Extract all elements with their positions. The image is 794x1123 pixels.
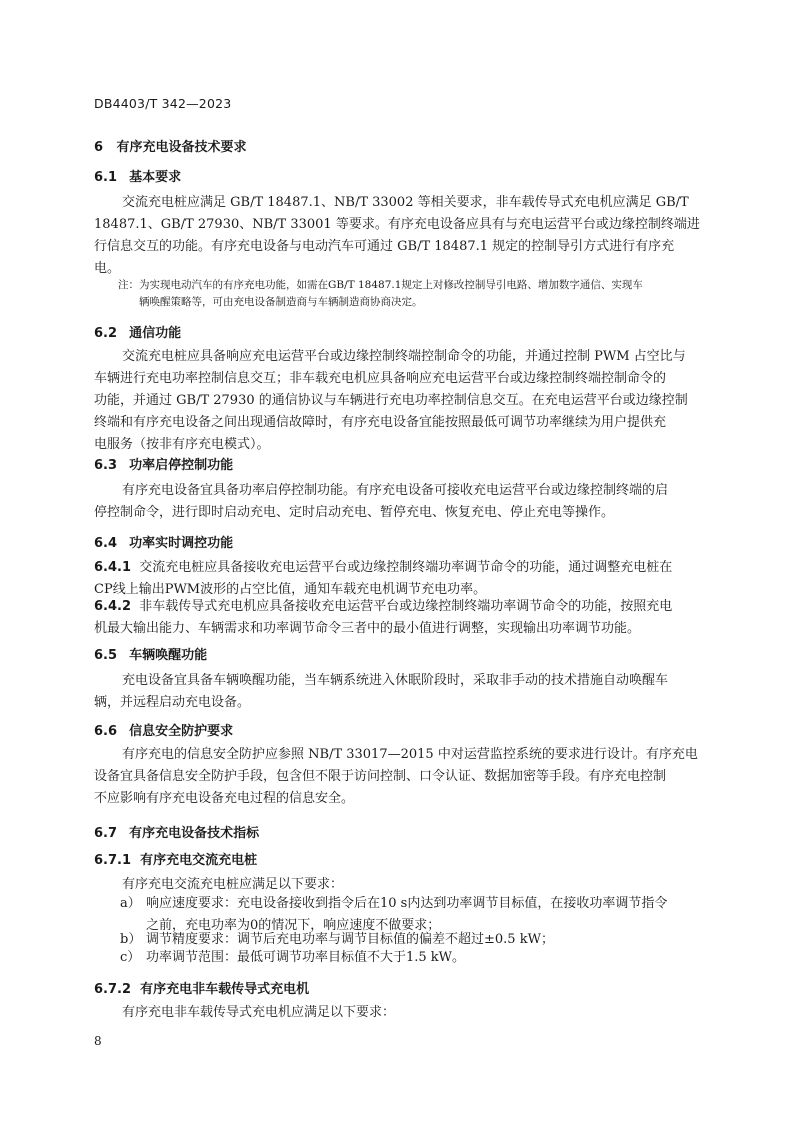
list-text: 之前，充电功率为0的情况下，响应速度不做要求；: [146, 918, 441, 933]
section-number: 6.2: [94, 326, 118, 341]
paragraph-line: 有序充电设备宜具备功率启停控制功能。有序充电设备可接收充电运营平台或边缘控制终端的启: [122, 483, 669, 498]
paragraph-line: 行信息交互的功能。有序充电设备与电动汽车可通过 GB/T 18487.1 规定的控制导引方式进行有序充: [94, 239, 675, 254]
paragraph-line: 停控制命令，进行即时启动充电、定时启动充电、暂停充电、恢复充电、停止充电等操作。: [94, 505, 615, 520]
section-6-3-heading: [94, 454, 233, 473]
section-6-heading: [94, 136, 247, 155]
section-6-2-paragraph: [94, 346, 718, 456]
paragraph-line: 车辆进行充电功率控制信息交互；非车载充电机应具备响应充电运营平台或边缘控制终端控制命令的: [94, 371, 667, 386]
section-6-1-heading: [94, 166, 181, 185]
section-6-5-paragraph: [94, 670, 718, 714]
section-title: 车辆唤醒功能: [129, 648, 208, 663]
paragraph-line: 不应影响有序充电设备充电过程的信息安全。: [94, 791, 355, 806]
list-text: 响应速度要求：充电设备接收到指令后在10 s内达到功率调节目标值，在接收功率调节指令: [146, 896, 668, 911]
list-item-c: [120, 947, 465, 969]
section-6-7-heading: [94, 822, 259, 841]
paragraph-line: 18487.1、GB/T 27930、NB/T 33001 等要求。有序充电设备应具有与充电运营平台或边缘控制终端进: [94, 217, 700, 232]
paragraph-line: 功能，并通过 GB/T 27930 的通信协议与车辆进行充电功率控制信息交互。在充电运营平台或边缘控制: [94, 393, 688, 408]
page-number: 8: [94, 1034, 102, 1048]
list-marker: a）: [120, 896, 141, 911]
section-title: 有序充电交流充电桩: [140, 853, 258, 868]
section-6-6-paragraph: [94, 744, 718, 810]
section-title: 功率启停控制功能: [129, 458, 234, 473]
list-text: 功率调节范围：最低可调节功率目标值不大于1.5 kW。: [146, 950, 466, 965]
section-6-1-note: [118, 277, 718, 311]
section-6-3-paragraph: [94, 480, 718, 524]
section-number: 6.6: [94, 724, 118, 739]
paragraph-line: 非车载传导式充电机应具备接收充电运营平台或边缘控制终端功率调节命令的功能，按照充电: [139, 599, 673, 614]
list-text: 调节精度要求：调节后充电功率与调节目标值的偏差不超过±0.5 kW；: [146, 932, 554, 947]
clause-number: 6.4.1: [94, 560, 132, 575]
section-title: 功率实时调控功能: [129, 536, 234, 551]
list-marker: b）: [120, 932, 142, 947]
paragraph-line: 设备宜具备信息安全防护手段，包含但不限于访问控制、口令认证、数据加密等手段。有序充电控制: [94, 769, 667, 784]
section-title: 有序充电非车载传导式充电机: [140, 982, 310, 997]
section-6-1-paragraph: [94, 192, 718, 280]
document-code-header: DB4403/T 342—2023: [94, 96, 232, 111]
clause-6-4-1: [94, 557, 718, 601]
section-6-5-heading: [94, 644, 207, 663]
list-marker: c）: [120, 950, 141, 965]
paragraph-line: 交流充电桩应满足 GB/T 18487.1、NB/T 33002 等相关要求，非车载传导式充电机应满足 GB/T: [122, 195, 689, 210]
section-title: 信息安全防护要求: [129, 724, 234, 739]
paragraph-line: 辆，并远程启动充电设备。: [94, 695, 251, 710]
section-title: 通信功能: [129, 326, 182, 341]
section-6-6-heading: [94, 720, 233, 739]
section-6-7-2-heading: [94, 978, 309, 997]
paragraph-line: CP线上输出PWM波形的占空比值，通知车载充电机调节充电功率。: [94, 582, 487, 597]
section-number: 6.7.2: [94, 982, 132, 997]
paragraph-line: 电服务（按非有序充电模式）。: [94, 437, 270, 452]
section-number: 6.1: [94, 170, 118, 185]
section-number: 6: [94, 140, 104, 155]
section-number: 6.7: [94, 826, 118, 841]
section-title: 基本要求: [129, 170, 182, 185]
note-line: 为实现电动汽车的有序充电功能，如需在GB/T 18487.1规定上对修改控制导引电路、增加数字通信、实现车: [139, 279, 643, 291]
paragraph-line: 机最大输出能力、车辆需求和功率调节命令三者中的最小值进行调整，实现输出功率调节功能。: [94, 621, 641, 636]
paragraph-line: 有序充电交流充电桩应满足以下要求：: [122, 877, 344, 892]
clause-number: 6.4.2: [94, 599, 132, 614]
section-number: 6.7.1: [94, 853, 132, 868]
paragraph-line: 有序充电非车载传导式充电机应满足以下要求：: [122, 1005, 396, 1020]
paragraph-line: 充电设备宜具备车辆唤醒功能，当车辆系统进入休眠阶段时，采取非手动的技术措施自动唤醒车: [122, 673, 669, 688]
paragraph-line: 有序充电的信息安全防护应参照 NB/T 33017—2015 中对运营监控系统的要求进行设计。有序充电: [122, 747, 698, 762]
clause-6-4-2: [94, 596, 718, 640]
paragraph-line: 交流充电桩应具备接收充电运营平台或边缘控制终端功率调节命令的功能，通过调整充电桩在: [139, 560, 673, 575]
section-6-7-2-intro: [94, 1002, 718, 1024]
note-line: 辆唤醒策略等，可由充电设备制造商与车辆制造商协商决定。: [139, 296, 423, 308]
section-number: 6.3: [94, 458, 118, 473]
section-number: 6.5: [94, 648, 118, 663]
section-6-4-heading: [94, 532, 233, 551]
paragraph-line: 终端和有序充电设备之间出现通信故障时，有序充电设备宜能按照最低可调节功率继续为用户提供充: [94, 415, 667, 430]
note-label: 注：: [118, 279, 139, 291]
section-6-2-heading: [94, 322, 181, 341]
paragraph-line: 电。: [94, 261, 121, 276]
section-title: 有序充电设备技术要求: [116, 140, 247, 155]
paragraph-line: 交流充电桩应具备响应充电运营平台或边缘控制终端控制命令的功能，并通过控制 PWM 占空比与: [122, 349, 686, 364]
section-number: 6.4: [94, 536, 118, 551]
section-6-7-1-heading: [94, 849, 257, 868]
section-title: 有序充电设备技术指标: [129, 826, 260, 841]
